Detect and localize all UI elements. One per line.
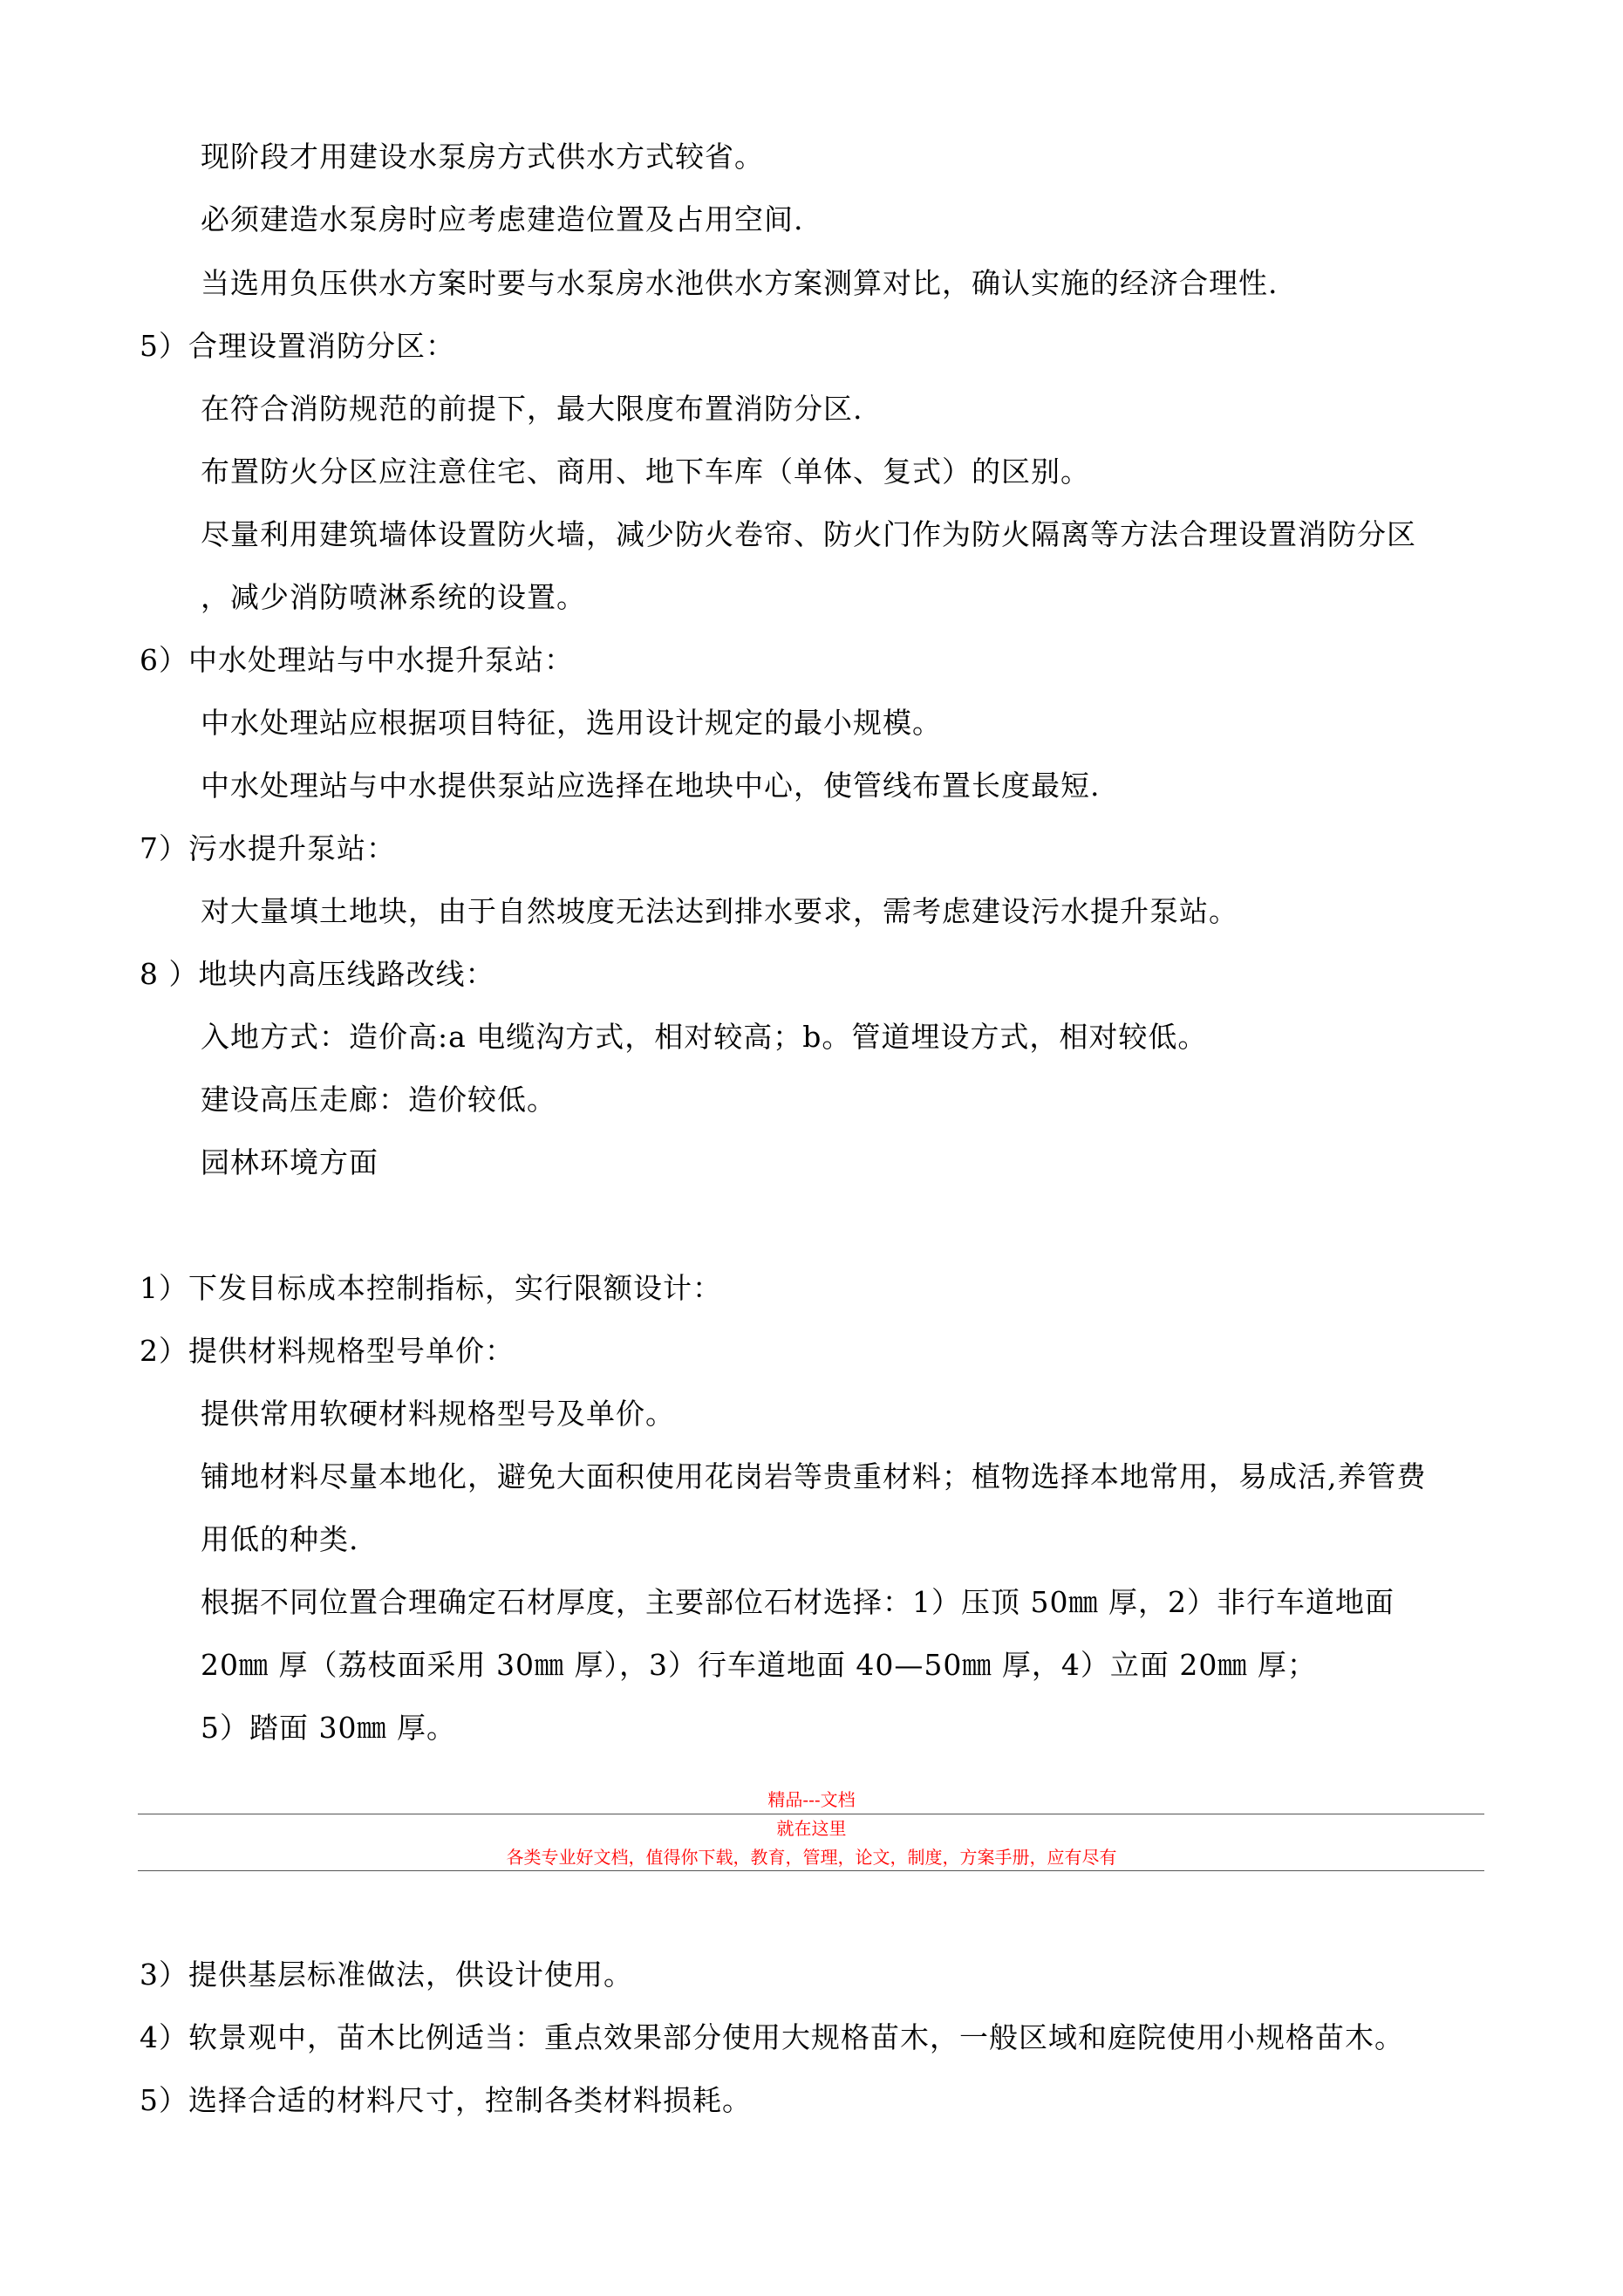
footer-line-2: 就在这里 <box>776 1818 847 1839</box>
list-heading: 1）下发目标成本控制指标，实行限额设计： <box>140 1271 722 1305</box>
paragraph-line: 中水处理站与中水提供泵站应选择在地块中心，使管线布置长度最短. <box>201 769 1101 803</box>
footer-divider-bottom <box>138 1870 1484 1871</box>
list-heading: 8 ）地块内高压线路改线： <box>140 957 495 991</box>
paragraph-line: 中水处理站应根据项目特征，选用设计规定的最小规模。 <box>201 706 942 740</box>
paragraph-line: 对大量填土地块，由于自然坡度无法达到排水要求，需考虑建设污水提升泵站。 <box>201 894 1238 928</box>
paragraph-line: 20㎜ 厚（荔枝面采用 30㎜ 厚），3）行车道地面 40—50㎜ 厚，4）立面 20㎜ 厚； <box>201 1648 1317 1682</box>
paragraph-line: 当选用负压供水方案时要与水泵房水池供水方案测算对比，确认实施的经济合理性. <box>201 266 1279 300</box>
list-heading: 5）合理设置消防分区： <box>140 329 455 363</box>
paragraph-line: 铺地材料尽量本地化，避免大面积使用花岗岩等贵重材料；植物选择本地常用，易成活,养管费 <box>201 1459 1427 1493</box>
list-heading: 7）污水提升泵站： <box>140 831 396 865</box>
list-heading: 5）选择合适的材料尺寸，控制各类材料损耗。 <box>140 2083 752 2117</box>
paragraph-line: 根据不同位置合理确定石材厚度，主要部位石材选择：1）压顶 50㎜ 厚，2）非行车道地面 <box>201 1585 1395 1619</box>
section-title: 园林环境方面 <box>201 1145 378 1179</box>
paragraph-line: 尽量利用建筑墙体设置防火墙，减少防火卷帘、防火门作为防火隔离等方法合理设置消防分区 <box>201 517 1416 551</box>
paragraph-line: 提供常用软硬材料规格型号及单价。 <box>201 1397 675 1431</box>
list-heading: 4）软景观中，苗木比例适当：重点效果部分使用大规格苗木，一般区域和庭院使用小规格苗木。 <box>140 2020 1404 2054</box>
paragraph-line: 在符合消防规范的前提下，最大限度布置消防分区. <box>201 392 863 426</box>
paragraph-line: 入地方式：造价高:a 电缆沟方式，相对较高；b。管道埋设方式，相对较低。 <box>201 1020 1208 1054</box>
footer-line-1: 精品---文档 <box>767 1789 856 1810</box>
paragraph-line: ，减少消防喷淋系统的设置。 <box>201 580 586 614</box>
list-heading: 2）提供材料规格型号单价： <box>140 1334 515 1368</box>
paragraph-line: 必须建造水泵房时应考虑建造位置及占用空间. <box>201 202 804 236</box>
paragraph-line: 5）踏面 30㎜ 厚。 <box>201 1711 456 1745</box>
list-heading: 6）中水处理站与中水提升泵站： <box>140 643 574 677</box>
list-heading: 3）提供基层标准做法，供设计使用。 <box>140 1958 633 1992</box>
paragraph-line: 现阶段才用建设水泵房方式供水方式较省。 <box>201 140 764 174</box>
footer-line-3: 各类专业好文档，值得你下载，教育，管理，论文，制度，方案手册，应有尽有 <box>506 1847 1117 1868</box>
paragraph-line: 建设高压走廊：造价较低。 <box>201 1083 556 1117</box>
paragraph-line: 布置防火分区应注意住宅、商用、地下车库（单体、复式）的区别。 <box>201 454 1090 489</box>
paragraph-line: 用低的种类. <box>201 1522 359 1556</box>
